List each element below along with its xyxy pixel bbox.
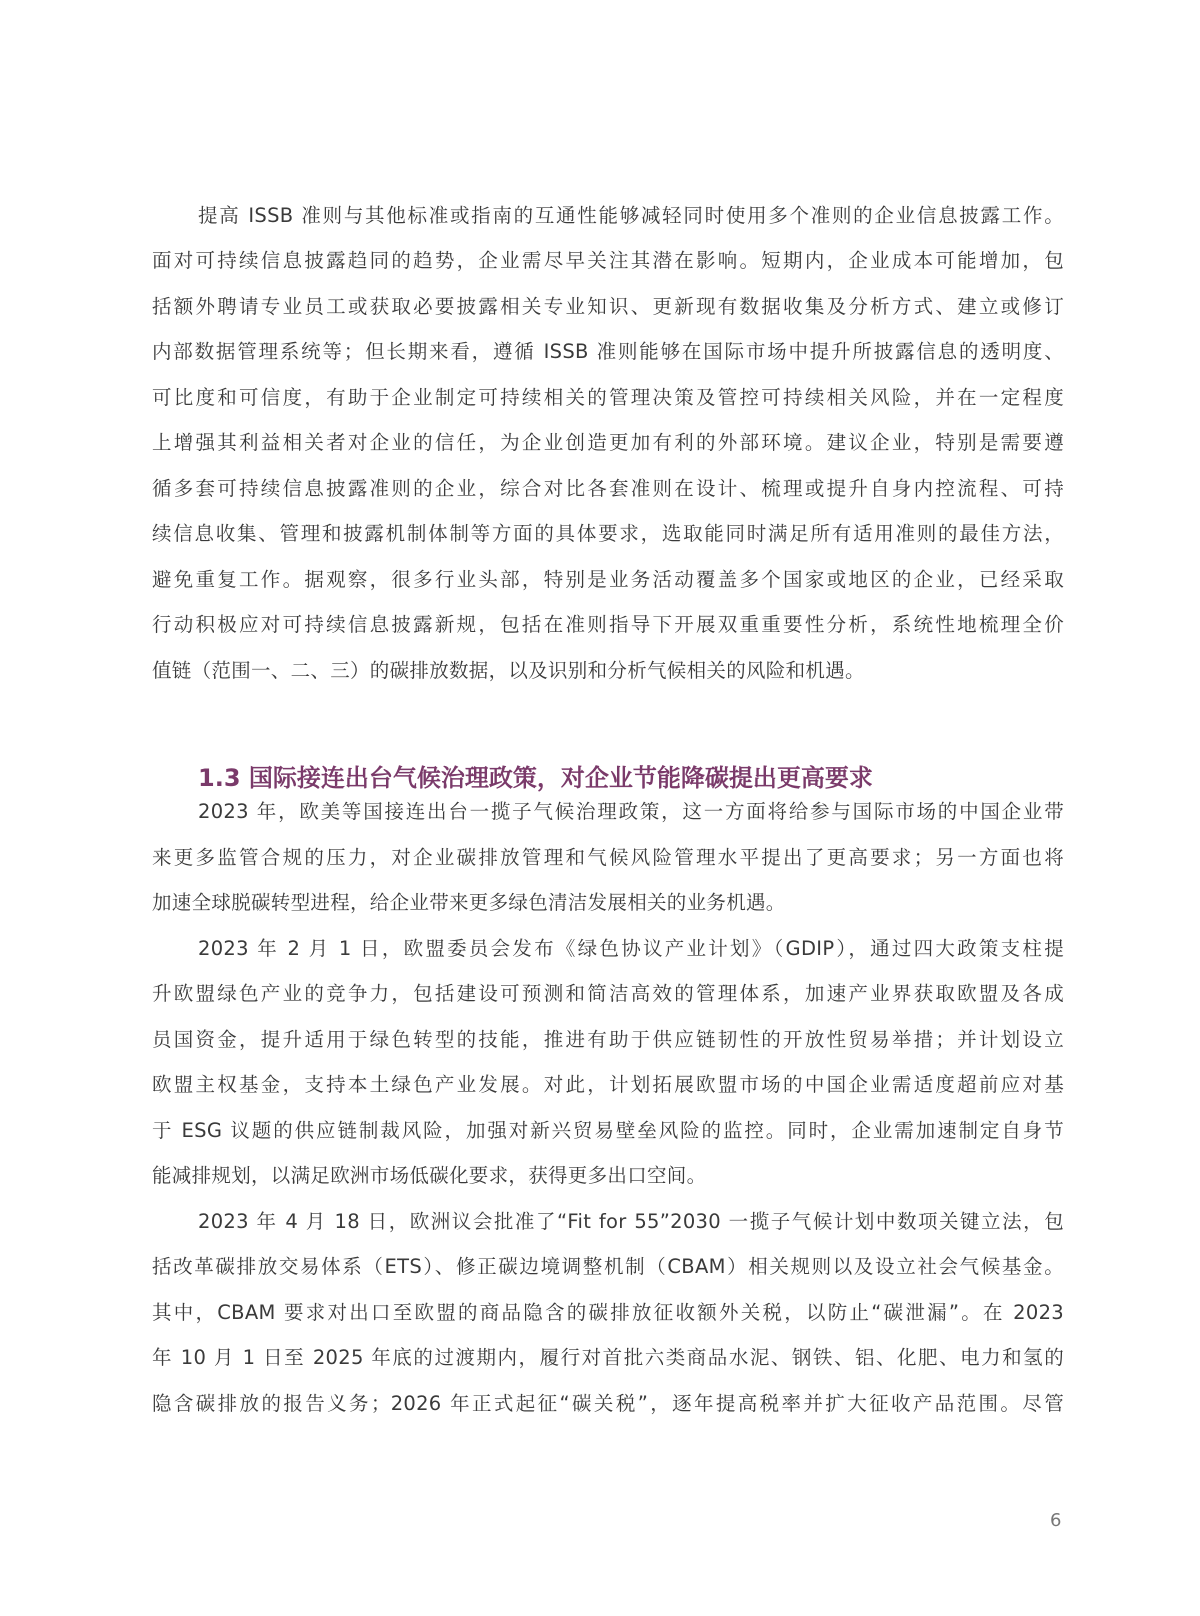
- paragraph-1-line-3: 括额外聘请专业员工或获取必要披露相关专业知识、更新现有数据收集及分析方式、建立或修订: [152, 295, 1064, 318]
- paragraph-1-line-8: 续信息收集、管理和披露机制体制等方面的具体要求，选取能同时满足所有适用准则的最佳方法，: [152, 522, 1064, 545]
- paragraph-1-line-5: 可比度和可信度，有助于企业制定可持续相关的管理决策及管控可持续相关风险，并在一定程度: [152, 386, 1064, 409]
- paragraph-3-line-4: 欧盟主权基金，支持本土绿色产业发展。对此，计划拓展欧盟市场的中国企业需适度超前应对基: [152, 1073, 1064, 1096]
- section-heading: 1.3 国际接连出台气候治理政策，对企业节能降碳提出更高要求: [198, 764, 873, 792]
- paragraph-1-line-1: 提高 ISSB 准则与其他标准或指南的互通性能够减轻同时使用多个准则的企业信息披露工作。: [198, 204, 1064, 227]
- paragraph-4-line-3: 其中，CBAM 要求对出口至欧盟的商品隐含的碳排放征收额外关税，以防止“碳泄漏”。在 2023: [152, 1301, 1064, 1324]
- paragraph-4-line-5: 隐含碳排放的报告义务；2026 年正式起征“碳关税”，逐年提高税率并扩大征收产品范围。尽管: [152, 1392, 1064, 1415]
- paragraph-1-line-11: 值链（范围一、二、三）的碳排放数据，以及识别和分析气候相关的风险和机遇。: [152, 659, 865, 682]
- paragraph-4-line-2: 括改革碳排放交易体系（ETS）、修正碳边境调整机制（CBAM）相关规则以及设立社会气候基金。: [152, 1255, 1064, 1278]
- paragraph-3-line-2: 升欧盟绿色产业的竞争力，包括建设可预测和简洁高效的管理体系，加速产业界获取欧盟及各成: [152, 982, 1064, 1005]
- paragraph-3-line-5: 于 ESG 议题的供应链制裁风险，加强对新兴贸易壁垒风险的监控。同时，企业需加速制定自身节: [152, 1119, 1064, 1142]
- paragraph-1-line-2: 面对可持续信息披露趋同的趋势，企业需尽早关注其潜在影响。短期内，企业成本可能增加，包: [152, 249, 1064, 272]
- paragraph-2-line-3: 加速全球脱碳转型进程，给企业带来更多绿色清洁发展相关的业务机遇。: [152, 891, 786, 914]
- paragraph-3-line-1: 2023 年 2 月 1 日，欧盟委员会发布《绿色协议产业计划》（GDIP），通过四大政策支柱提: [198, 937, 1064, 960]
- paragraph-4-line-4: 年 10 月 1 日至 2025 年底的过渡期内，履行对首批六类商品水泥、钢铁、铝、化肥、电力和氢的: [152, 1346, 1064, 1369]
- paragraph-4-line-1: 2023 年 4 月 18 日，欧洲议会批准了“Fit for 55”2030 一揽子气候计划中数项关键立法，包: [198, 1210, 1064, 1233]
- paragraph-2-line-1: 2023 年，欧美等国接连出台一揽子气候治理政策，这一方面将给参与国际市场的中国企业带: [198, 800, 1064, 823]
- paragraph-1-line-9: 避免重复工作。据观察，很多行业头部，特别是业务活动覆盖多个国家或地区的企业，已经采取: [152, 568, 1064, 591]
- paragraph-1-line-6: 上增强其利益相关者对企业的信任，为企业创造更加有利的外部环境。建议企业，特别是需要遵: [152, 431, 1064, 454]
- paragraph-3-line-6: 能减排规划，以满足欧洲市场低碳化要求，获得更多出口空间。: [152, 1164, 707, 1187]
- paragraph-1-line-10: 行动积极应对可持续信息披露新规，包括在准则指导下开展双重重要性分析，系统性地梳理全价: [152, 613, 1064, 636]
- paragraph-1-line-7: 循多套可持续信息披露准则的企业，综合对比各套准则在设计、梳理或提升自身内控流程、可持: [152, 477, 1064, 500]
- paragraph-3-line-3: 员国资金，提升适用于绿色转型的技能，推进有助于供应链韧性的开放性贸易举措；并计划设立: [152, 1028, 1064, 1051]
- paragraph-1-line-4: 内部数据管理系统等；但长期来看，遵循 ISSB 准则能够在国际市场中提升所披露信息的透明度、: [152, 340, 1064, 363]
- page-number: 6: [1050, 1510, 1062, 1531]
- paragraph-2-line-2: 来更多监管合规的压力，对企业碳排放管理和气候风险管理水平提出了更高要求；另一方面也将: [152, 846, 1064, 869]
